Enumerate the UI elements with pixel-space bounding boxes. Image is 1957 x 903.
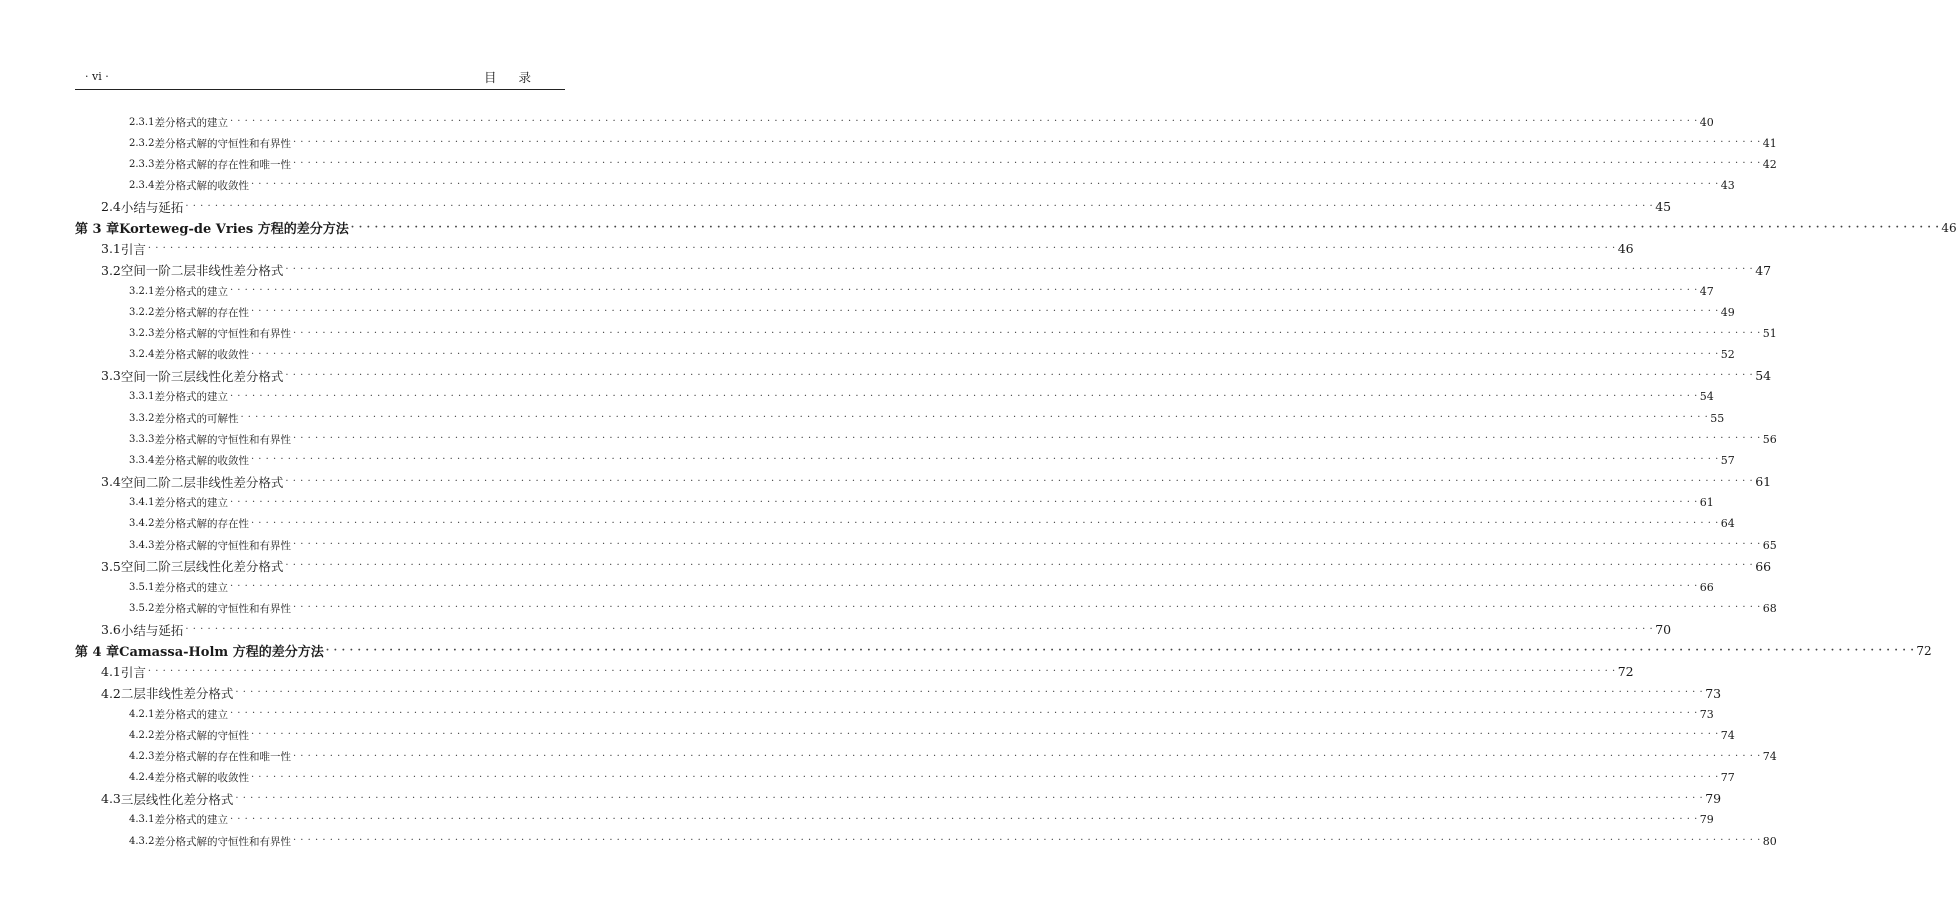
toc-entry-number: 3.2 [101, 262, 121, 278]
toc-entry-page: 61 [1699, 496, 1714, 510]
toc-entry-page: 66 [1755, 558, 1772, 574]
toc-leader-dots: · · · · · · · · · · · · · · · · · · · · · · · · · · · · · · · · · · · · · · · · · · · · · · · · · · · · · · · · · · · · · · · · · · · · · · · · · · · · · · · · · · · · · · · · · · · · · · · · · · · · · · · · · · · · · · · · · · · · · · · · · · · · · · · · · · · · · · · · · · · · · · · · · · · · · · · · · · · · · · · · · · · · · · · · · · · · · · · · · · · · · · · · · · · · · · · · · · · · · · · · [229, 813, 1698, 825]
toc-leader-dots: · · · · · · · · · · · · · · · · · · · · · · · · · · · · · · · · · · · · · · · · · · · · · · · · · · · · · · · · · · · · · · · · · · · · · · · · · · · · · · · · · · · · · · · · · · · · · · · · · · · · · · · · · · · · · · · · · · · · · · · · · · · · · · · · · · · · · · · · · · · · · · · · · · · · · · · · · · · · · · · · · · · · · · · · · · · · · · · · · · · · · · · · · · · · · · · · · · · · · · · · [229, 390, 1698, 402]
toc-leader-dots: · · · · · · · · · · · · · · · · · · · · · · · · · · · · · · · · · · · · · · · · · · · · · · · · · · · · · · · · · · · · · · · · · · · · · · · · · · · · · · · · · · · · · · · · · · · · · · · · · · · · · · · · · · · · · · · · · · · · · · · · · · · · · · · · · · · · · · · · · · · · · · · · · · · · · · · · · · · · · · · · · · · · · · · · · · · · · · · · · · · · · · · · · · · · · · · · · · · · · · · · [250, 729, 1719, 741]
toc-entry-page: 40 [1699, 115, 1714, 129]
toc-entry-number: 3.5.2 [129, 602, 155, 614]
toc-entry[interactable] [0, 747, 1777, 767]
toc-leader-dots: · · · · · · · · · · · · · · · · · · · · · · · · · · · · · · · · · · · · · · · · · · · · · · · · · · · · · · · · · · · · · · · · · · · · · · · · · · · · · · · · · · · · · · · · · · · · · · · · · · · · · · · · · · · · · · · · · · · · · · · · · · · · · · · · · · · · · · · · · · · · · · · · · · · · · · · · · · · · · · · · · · · · · · · · · · · · · · · · · · · · · · · · · · · · · · · · · · · · · · · · [147, 665, 1616, 677]
toc-leader-dots: · · · · · · · · · · · · · · · · · · · · · · · · · · · · · · · · · · · · · · · · · · · · · · · · · · · · · · · · · · · · · · · · · · · · · · · · · · · · · · · · · · · · · · · · · · · · · · · · · · · · · · · · · · · · · · · · · · · · · · · · · · · · · · · · · · · · · · · · · · · · · · · · · · · · · · · · · · · · · · · · · · · · · · · · · · · · · · · · · · · · · · · · · · · · · · · · · · · · · · · · [350, 221, 1940, 233]
toc-entry-number: 3.3.3 [129, 433, 155, 445]
toc-entry-title: 空间一阶二层非线性差分格式 [120, 263, 284, 279]
toc-leader-dots: · · · · · · · · · · · · · · · · · · · · · · · · · · · · · · · · · · · · · · · · · · · · · · · · · · · · · · · · · · · · · · · · · · · · · · · · · · · · · · · · · · · · · · · · · · · · · · · · · · · · · · · · · · · · · · · · · · · · · · · · · · · · · · · · · · · · · · · · · · · · · · · · · · · · · · · · · · · · · · · · · · · · · · · · · · · · · · · · · · · · · · · · · · · · · · · · · · · · · · · · [292, 835, 1761, 847]
toc-entry-number: 4.2.1 [129, 708, 155, 720]
toc-entry-page: 72 [1617, 664, 1634, 680]
toc-entry-page: 65 [1762, 538, 1777, 552]
toc-entry-page: 45 [1655, 199, 1672, 215]
toc-entry[interactable] [0, 387, 1714, 407]
toc-entry[interactable] [0, 810, 1714, 830]
toc-entry[interactable] [0, 112, 1714, 132]
toc-entry-title: 差分格式解的守恒性和有界性 [154, 433, 291, 446]
toc-entry-title: 差分格式解的守恒性和有界性 [154, 602, 291, 615]
toc-entry-page: 66 [1699, 580, 1714, 594]
page-header [75, 68, 565, 88]
toc-entry-title: 差分格式解的存在性 [154, 306, 249, 319]
toc-entry-page: 73 [1699, 707, 1714, 721]
toc-entry[interactable] [0, 641, 1932, 661]
toc-entry-page: 43 [1720, 178, 1735, 192]
toc-entry-number: 3.3 [101, 368, 121, 384]
toc-entry-title: 差分格式解的守恒性和有界性 [154, 835, 291, 848]
toc-entry-number: 第 4 章 [75, 645, 120, 661]
toc-entry[interactable] [0, 450, 1735, 470]
toc-entry-number: 3.2.3 [129, 328, 155, 339]
toc-entry[interactable] [0, 598, 1777, 618]
toc-entry[interactable] [0, 218, 1957, 238]
toc-entry-number: 4.3 [101, 791, 121, 807]
toc-leader-dots: · · · · · · · · · · · · · · · · · · · · · · · · · · · · · · · · · · · · · · · · · · · · · · · · · · · · · · · · · · · · · · · · · · · · · · · · · · · · · · · · · · · · · · · · · · · · · · · · · · · · · · · · · · · · · · · · · · · · · · · · · · · · · · · · · · · · · · · · · · · · · · · · · · · · · · · · · · · · · · · · · · · · · · · · · · · · · · · · · · · · · · · · · · · · · · · · · · · · · · · · [325, 644, 1915, 656]
toc-entry[interactable] [0, 831, 1777, 851]
toc-entry[interactable] [0, 683, 1722, 703]
toc-entry-number: 4.2.3 [129, 751, 155, 762]
toc-entry[interactable] [0, 556, 1772, 576]
toc-entry-number: 2.3.1 [129, 116, 155, 128]
toc-entry-title: Camassa-Holm 方程的差分方法 [119, 645, 324, 661]
toc-entry-number: 3.4 [101, 474, 121, 490]
toc-entry-title: 差分格式的建立 [154, 116, 228, 129]
toc-leader-dots: · · · · · · · · · · · · · · · · · · · · · · · · · · · · · · · · · · · · · · · · · · · · · · · · · · · · · · · · · · · · · · · · · · · · · · · · · · · · · · · · · · · · · · · · · · · · · · · · · · · · · · · · · · · · · · · · · · · · · · · · · · · · · · · · · · · · · · · · · · · · · · · · · · · · · · · · · · · · · · · · · · · · · · · · · · · · · · · · · · · · · · · · · · · · · · · · · · · · · · · · [229, 708, 1698, 720]
toc-entry-page: 46 [1617, 241, 1634, 257]
toc-leader-dots: · · · · · · · · · · · · · · · · · · · · · · · · · · · · · · · · · · · · · · · · · · · · · · · · · · · · · · · · · · · · · · · · · · · · · · · · · · · · · · · · · · · · · · · · · · · · · · · · · · · · · · · · · · · · · · · · · · · · · · · · · · · · · · · · · · · · · · · · · · · · · · · · · · · · · · · · · · · · · · · · · · · · · · · · · · · · · · · · · · · · · · · · · · · · · · · · · · · · · · · · [235, 687, 1704, 699]
page-number: · vi · [85, 70, 109, 83]
toc-leader-dots: · · · · · · · · · · · · · · · · · · · · · · · · · · · · · · · · · · · · · · · · · · · · · · · · · · · · · · · · · · · · · · · · · · · · · · · · · · · · · · · · · · · · · · · · · · · · · · · · · · · · · · · · · · · · · · · · · · · · · · · · · · · · · · · · · · · · · · · · · · · · · · · · · · · · · · · · · · · · · · · · · · · · · · · · · · · · · · · · · · · · · · · · · · · · · · · · · · · · · · · · [250, 179, 1719, 191]
toc-entry-number: 3.3.2 [129, 412, 155, 424]
toc-entry[interactable] [0, 366, 1772, 386]
toc-leader-dots: · · · · · · · · · · · · · · · · · · · · · · · · · · · · · · · · · · · · · · · · · · · · · · · · · · · · · · · · · · · · · · · · · · · · · · · · · · · · · · · · · · · · · · · · · · · · · · · · · · · · · · · · · · · · · · · · · · · · · · · · · · · · · · · · · · · · · · · · · · · · · · · · · · · · · · · · · · · · · · · · · · · · · · · · · · · · · · · · · · · · · · · · · · · · · · · · · · · · · · · · [292, 602, 1761, 614]
toc-entry-page: 61 [1755, 474, 1772, 490]
toc-entry-number: 4.2 [101, 685, 121, 701]
toc-entry-number: 2.4 [101, 199, 121, 215]
toc-entry-page: 79 [1705, 791, 1722, 807]
toc-entry-title: Korteweg-de Vries 方程的差分方法 [119, 222, 349, 238]
toc-entry-title: 差分格式解的收敛性 [154, 454, 249, 467]
toc-entry-page: 54 [1755, 368, 1772, 384]
toc-entry-number: 3.4.3 [129, 539, 155, 551]
toc-entry-title: 差分格式解的收敛性 [154, 772, 249, 785]
toc-entry-page: 54 [1699, 390, 1714, 404]
toc-entry-page: 52 [1720, 348, 1735, 362]
toc-entry-page: 56 [1762, 432, 1777, 446]
toc-leader-dots: · · · · · · · · · · · · · · · · · · · · · · · · · · · · · · · · · · · · · · · · · · · · · · · · · · · · · · · · · · · · · · · · · · · · · · · · · · · · · · · · · · · · · · · · · · · · · · · · · · · · · · · · · · · · · · · · · · · · · · · · · · · · · · · · · · · · · · · · · · · · · · · · · · · · · · · · · · · · · · · · · · · · · · · · · · · · · · · · · · · · · · · · · · · · · · · · · · · · · · · · [235, 792, 1704, 804]
toc-entry-title: 小结与延拓 [120, 199, 184, 215]
toc-entry-page: 77 [1720, 771, 1735, 785]
toc-entry-page: 73 [1705, 685, 1722, 701]
toc-entry-page: 80 [1762, 834, 1777, 848]
toc-leader-dots: · · · · · · · · · · · · · · · · · · · · · · · · · · · · · · · · · · · · · · · · · · · · · · · · · · · · · · · · · · · · · · · · · · · · · · · · · · · · · · · · · · · · · · · · · · · · · · · · · · · · · · · · · · · · · · · · · · · · · · · · · · · · · · · · · · · · · · · · · · · · · · · · · · · · · · · · · · · · · · · · · · · · · · · · · · · · · · · · · · · · · · · · · · · · · · · · · · · · · · · · [229, 496, 1698, 508]
toc-entry[interactable] [0, 535, 1777, 555]
toc-leader-dots: · · · · · · · · · · · · · · · · · · · · · · · · · · · · · · · · · · · · · · · · · · · · · · · · · · · · · · · · · · · · · · · · · · · · · · · · · · · · · · · · · · · · · · · · · · · · · · · · · · · · · · · · · · · · · · · · · · · · · · · · · · · · · · · · · · · · · · · · · · · · · · · · · · · · · · · · · · · · · · · · · · · · · · · · · · · · · · · · · · · · · · · · · · · · · · · · · · · · · · · · [285, 264, 1754, 276]
toc-entry[interactable] [0, 620, 1672, 640]
toc-entry-page: 57 [1720, 453, 1735, 467]
toc-leader-dots: · · · · · · · · · · · · · · · · · · · · · · · · · · · · · · · · · · · · · · · · · · · · · · · · · · · · · · · · · · · · · · · · · · · · · · · · · · · · · · · · · · · · · · · · · · · · · · · · · · · · · · · · · · · · · · · · · · · · · · · · · · · · · · · · · · · · · · · · · · · · · · · · · · · · · · · · · · · · · · · · · · · · · · · · · · · · · · · · · · · · · · · · · · · · · · · · · · · · · · · · [229, 116, 1698, 127]
toc-entry-page: 49 [1720, 305, 1735, 319]
toc-entry-page: 74 [1720, 728, 1735, 742]
toc-entry-page: 51 [1762, 327, 1777, 340]
toc-entry-page: 74 [1762, 750, 1777, 763]
toc-entry-number: 3.6 [101, 622, 121, 638]
running-title: 目录 [483, 70, 553, 85]
toc-entry-page: 47 [1755, 262, 1772, 278]
toc-entry-page: 64 [1720, 517, 1735, 531]
toc-entry-title: 二层非线性差分格式 [120, 686, 234, 702]
toc-entry-number: 4.1 [101, 664, 121, 680]
toc-entry[interactable] [0, 175, 1735, 195]
toc-leader-dots: · · · · · · · · · · · · · · · · · · · · · · · · · · · · · · · · · · · · · · · · · · · · · · · · · · · · · · · · · · · · · · · · · · · · · · · · · · · · · · · · · · · · · · · · · · · · · · · · · · · · · · · · · · · · · · · · · · · · · · · · · · · · · · · · · · · · · · · · · · · · · · · · · · · · · · · · · · · · · · · · · · · · · · · · · · · · · · · · · · · · · · · · · · · · · · · · · · · · · · · · [250, 517, 1719, 529]
toc-entry-number: 3.4.2 [129, 518, 155, 530]
toc-entry-page: 55 [1710, 411, 1725, 425]
toc-leader-dots: · · · · · · · · · · · · · · · · · · · · · · · · · · · · · · · · · · · · · · · · · · · · · · · · · · · · · · · · · · · · · · · · · · · · · · · · · · · · · · · · · · · · · · · · · · · · · · · · · · · · · · · · · · · · · · · · · · · · · · · · · · · · · · · · · · · · · · · · · · · · · · · · · · · · · · · · · · · · · · · · · · · · · · · · · · · · · · · · · · · · · · · · · · · · · · · · · · · · · · · · [229, 285, 1698, 297]
toc-entry-number: 3.5 [101, 558, 121, 574]
toc-leader-dots: · · · · · · · · · · · · · · · · · · · · · · · · · · · · · · · · · · · · · · · · · · · · · · · · · · · · · · · · · · · · · · · · · · · · · · · · · · · · · · · · · · · · · · · · · · · · · · · · · · · · · · · · · · · · · · · · · · · · · · · · · · · · · · · · · · · · · · · · · · · · · · · · · · · · · · · · · · · · · · · · · · · · · · · · · · · · · · · · · · · · · · · · · · · · · · · · · · · · · · · · [250, 348, 1719, 360]
toc-leader-dots: · · · · · · · · · · · · · · · · · · · · · · · · · · · · · · · · · · · · · · · · · · · · · · · · · · · · · · · · · · · · · · · · · · · · · · · · · · · · · · · · · · · · · · · · · · · · · · · · · · · · · · · · · · · · · · · · · · · · · · · · · · · · · · · · · · · · · · · · · · · · · · · · · · · · · · · · · · · · · · · · · · · · · · · · · · · · · · · · · · · · · · · · · · · · · · · · · · · · · · · · [292, 539, 1761, 550]
toc-entry[interactable] [0, 260, 1772, 280]
toc-entry-title: 引言 [120, 241, 146, 257]
toc-entry-title: 差分格式的建立 [154, 497, 228, 510]
toc-entry-number: 2.3.4 [129, 179, 155, 191]
toc-leader-dots: · · · · · · · · · · · · · · · · · · · · · · · · · · · · · · · · · · · · · · · · · · · · · · · · · · · · · · · · · · · · · · · · · · · · · · · · · · · · · · · · · · · · · · · · · · · · · · · · · · · · · · · · · · · · · · · · · · · · · · · · · · · · · · · · · · · · · · · · · · · · · · · · · · · · · · · · · · · · · · · · · · · · · · · · · · · · · · · · · · · · · · · · · · · · · · · · · · · · · · · · [147, 242, 1616, 254]
toc-entry[interactable] [0, 725, 1735, 745]
toc-entry-number: 4.3.1 [129, 814, 155, 826]
toc-entry-number: 3.5.1 [129, 581, 155, 593]
toc-leader-dots: · · · · · · · · · · · · · · · · · · · · · · · · · · · · · · · · · · · · · · · · · · · · · · · · · · · · · · · · · · · · · · · · · · · · · · · · · · · · · · · · · · · · · · · · · · · · · · · · · · · · · · · · · · · · · · · · · · · · · · · · · · · · · · · · · · · · · · · · · · · · · · · · · · · · · · · · · · · · · · · · · · · · · · · · · · · · · · · · · · · · · · · · · · · · · · · · · · · · · · · · [285, 369, 1754, 381]
toc-leader-dots: · · · · · · · · · · · · · · · · · · · · · · · · · · · · · · · · · · · · · · · · · · · · · · · · · · · · · · · · · · · · · · · · · · · · · · · · · · · · · · · · · · · · · · · · · · · · · · · · · · · · · · · · · · · · · · · · · · · · · · · · · · · · · · · · · · · · · · · · · · · · · · · · · · · · · · · · · · · · · · · · · · · · · · · · · · · · · · · · · · · · · · · · · · · · · · · · · · · · · · · · [250, 771, 1719, 783]
toc-entry-title: 差分格式解的收敛性 [154, 349, 249, 362]
toc-entry[interactable] [0, 281, 1714, 301]
toc-entry-title: 差分格式的建立 [154, 708, 228, 721]
toc-entry[interactable] [0, 493, 1714, 513]
toc-leader-dots: · · · · · · · · · · · · · · · · · · · · · · · · · · · · · · · · · · · · · · · · · · · · · · · · · · · · · · · · · · · · · · · · · · · · · · · · · · · · · · · · · · · · · · · · · · · · · · · · · · · · · · · · · · · · · · · · · · · · · · · · · · · · · · · · · · · · · · · · · · · · · · · · · · · · · · · · · · · · · · · · · · · · · · · · · · · · · · · · · · · · · · · · · · · · · · · · · · · · · · · · [250, 454, 1719, 466]
toc-entry-title: 空间一阶三层线性化差分格式 [120, 368, 284, 384]
toc-entry-page: 68 [1762, 601, 1777, 615]
toc-entry-number: 3.2.4 [129, 349, 155, 361]
toc-entry-title: 差分格式解的守恒性 [154, 729, 249, 742]
toc-entry[interactable] [0, 472, 1772, 492]
toc-entry-page: 47 [1699, 284, 1714, 298]
toc-entry[interactable] [0, 154, 1777, 174]
toc-leader-dots: · · · · · · · · · · · · · · · · · · · · · · · · · · · · · · · · · · · · · · · · · · · · · · · · · · · · · · · · · · · · · · · · · · · · · · · · · · · · · · · · · · · · · · · · · · · · · · · · · · · · · · · · · · · · · · · · · · · · · · · · · · · · · · · · · · · · · · · · · · · · · · · · · · · · · · · · · · · · · · · · · · · · · · · · · · · · · · · · · · · · · · · · · · · · · · · · · · · · · · · · [185, 200, 1654, 212]
toc-leader-dots: · · · · · · · · · · · · · · · · · · · · · · · · · · · · · · · · · · · · · · · · · · · · · · · · · · · · · · · · · · · · · · · · · · · · · · · · · · · · · · · · · · · · · · · · · · · · · · · · · · · · · · · · · · · · · · · · · · · · · · · · · · · · · · · · · · · · · · · · · · · · · · · · · · · · · · · · · · · · · · · · · · · · · · · · · · · · · · · · · · · · · · · · · · · · · · · · · · · · · · · · [292, 327, 1761, 339]
toc-entry-number: 3.2.1 [129, 285, 155, 297]
toc-entry-title: 差分格式解的存在性和唯一性 [154, 751, 291, 763]
toc-entry[interactable] [0, 514, 1735, 534]
toc-entry-number: 3.2.2 [129, 306, 155, 318]
toc-entry-title: 差分格式的建立 [154, 814, 228, 827]
toc-leader-dots: · · · · · · · · · · · · · · · · · · · · · · · · · · · · · · · · · · · · · · · · · · · · · · · · · · · · · · · · · · · · · · · · · · · · · · · · · · · · · · · · · · · · · · · · · · · · · · · · · · · · · · · · · · · · · · · · · · · · · · · · · · · · · · · · · · · · · · · · · · · · · · · · · · · · · · · · · · · · · · · · · · · · · · · · · · · · · · · · · · · · · · · · · · · · · · · · · · · · · · · · [292, 433, 1761, 445]
header-rule [75, 89, 565, 90]
toc-entry-page: 46 [1941, 220, 1957, 235]
toc-entry-title: 差分格式解的收敛性 [154, 179, 249, 192]
toc-entry-number: 4.2.2 [129, 729, 155, 741]
toc-entry-number: 3.3.1 [129, 391, 155, 403]
toc-entry[interactable] [0, 768, 1735, 788]
toc-entry-title: 差分格式的建立 [154, 285, 228, 298]
toc-entry-number: 2.3.3 [129, 158, 155, 170]
toc-leader-dots: · · · · · · · · · · · · · · · · · · · · · · · · · · · · · · · · · · · · · · · · · · · · · · · · · · · · · · · · · · · · · · · · · · · · · · · · · · · · · · · · · · · · · · · · · · · · · · · · · · · · · · · · · · · · · · · · · · · · · · · · · · · · · · · · · · · · · · · · · · · · · · · · · · · · · · · · · · · · · · · · · · · · · · · · · · · · · · · · · · · · · · · · · · · · · · · · · · · · · · · · [292, 750, 1761, 762]
toc-entry[interactable] [0, 704, 1714, 724]
toc-entry-title: 三层线性化差分格式 [120, 791, 234, 807]
toc-entry[interactable] [0, 789, 1722, 809]
toc-entry-title: 差分格式的建立 [154, 581, 228, 594]
toc-leader-dots: · · · · · · · · · · · · · · · · · · · · · · · · · · · · · · · · · · · · · · · · · · · · · · · · · · · · · · · · · · · · · · · · · · · · · · · · · · · · · · · · · · · · · · · · · · · · · · · · · · · · · · · · · · · · · · · · · · · · · · · · · · · · · · · · · · · · · · · · · · · · · · · · · · · · · · · · · · · · · · · · · · · · · · · · · · · · · · · · · · · · · · · · · · · · · · · · · · · · · · · · [285, 475, 1754, 487]
toc-entry-title: 差分格式的可解性 [154, 412, 239, 425]
toc-entry-title: 小结与延拓 [120, 622, 184, 638]
toc-leader-dots: · · · · · · · · · · · · · · · · · · · · · · · · · · · · · · · · · · · · · · · · · · · · · · · · · · · · · · · · · · · · · · · · · · · · · · · · · · · · · · · · · · · · · · · · · · · · · · · · · · · · · · · · · · · · · · · · · · · · · · · · · · · · · · · · · · · · · · · · · · · · · · · · · · · · · · · · · · · · · · · · · · · · · · · · · · · · · · · · · · · · · · · · · · · · · · · · · · · · · · · · [292, 137, 1761, 149]
toc-entry[interactable] [0, 324, 1777, 344]
toc-entry-page: 42 [1762, 157, 1777, 171]
toc-entry-page: 72 [1916, 643, 1932, 658]
toc-entry-number: 3.4.1 [129, 497, 155, 509]
toc-entry[interactable] [0, 302, 1735, 322]
toc-entry[interactable] [0, 133, 1777, 153]
toc-entry-page: 79 [1699, 813, 1714, 827]
toc-entry-title: 差分格式解的守恒性和有界性 [154, 539, 291, 552]
toc-entry-number: 3.1 [101, 241, 121, 257]
toc-entry-title: 差分格式解的存在性和唯一性 [154, 158, 291, 171]
toc-entry[interactable] [0, 345, 1735, 365]
toc-entry-number: 4.3.2 [129, 835, 155, 847]
toc-entry[interactable] [0, 239, 1634, 259]
toc-entry-number: 第 3 章 [75, 222, 120, 238]
toc-entry[interactable] [0, 662, 1634, 682]
toc-entry-title: 差分格式解的存在性 [154, 518, 249, 531]
toc-entry-page: 41 [1762, 136, 1777, 150]
toc-entry-number: 4.2.4 [129, 772, 155, 784]
toc-entry[interactable] [0, 577, 1714, 597]
toc-leader-dots: · · · · · · · · · · · · · · · · · · · · · · · · · · · · · · · · · · · · · · · · · · · · · · · · · · · · · · · · · · · · · · · · · · · · · · · · · · · · · · · · · · · · · · · · · · · · · · · · · · · · · · · · · · · · · · · · · · · · · · · · · · · · · · · · · · · · · · · · · · · · · · · · · · · · · · · · · · · · · · · · · · · · · · · · · · · · · · · · · · · · · · · · · · · · · · · · · · · · · · · · [240, 412, 1709, 424]
toc-entry[interactable] [0, 429, 1777, 449]
toc-leader-dots: · · · · · · · · · · · · · · · · · · · · · · · · · · · · · · · · · · · · · · · · · · · · · · · · · · · · · · · · · · · · · · · · · · · · · · · · · · · · · · · · · · · · · · · · · · · · · · · · · · · · · · · · · · · · · · · · · · · · · · · · · · · · · · · · · · · · · · · · · · · · · · · · · · · · · · · · · · · · · · · · · · · · · · · · · · · · · · · · · · · · · · · · · · · · · · · · · · · · · · · · [285, 560, 1754, 572]
toc-entry-number: 2.3.2 [129, 137, 155, 149]
toc-leader-dots: · · · · · · · · · · · · · · · · · · · · · · · · · · · · · · · · · · · · · · · · · · · · · · · · · · · · · · · · · · · · · · · · · · · · · · · · · · · · · · · · · · · · · · · · · · · · · · · · · · · · · · · · · · · · · · · · · · · · · · · · · · · · · · · · · · · · · · · · · · · · · · · · · · · · · · · · · · · · · · · · · · · · · · · · · · · · · · · · · · · · · · · · · · · · · · · · · · · · · · · · [185, 623, 1654, 635]
toc-entry-title: 差分格式解的守恒性和有界性 [154, 328, 291, 340]
toc-entry[interactable] [0, 408, 1725, 428]
toc-leader-dots: · · · · · · · · · · · · · · · · · · · · · · · · · · · · · · · · · · · · · · · · · · · · · · · · · · · · · · · · · · · · · · · · · · · · · · · · · · · · · · · · · · · · · · · · · · · · · · · · · · · · · · · · · · · · · · · · · · · · · · · · · · · · · · · · · · · · · · · · · · · · · · · · · · · · · · · · · · · · · · · · · · · · · · · · · · · · · · · · · · · · · · · · · · · · · · · · · · · · · · · · [292, 158, 1761, 170]
toc-entry[interactable] [0, 197, 1672, 217]
toc-entry-page: 70 [1655, 622, 1672, 638]
toc-leader-dots: · · · · · · · · · · · · · · · · · · · · · · · · · · · · · · · · · · · · · · · · · · · · · · · · · · · · · · · · · · · · · · · · · · · · · · · · · · · · · · · · · · · · · · · · · · · · · · · · · · · · · · · · · · · · · · · · · · · · · · · · · · · · · · · · · · · · · · · · · · · · · · · · · · · · · · · · · · · · · · · · · · · · · · · · · · · · · · · · · · · · · · · · · · · · · · · · · · · · · · · · [229, 581, 1698, 593]
toc-entry-title: 引言 [120, 664, 146, 680]
toc-leader-dots: · · · · · · · · · · · · · · · · · · · · · · · · · · · · · · · · · · · · · · · · · · · · · · · · · · · · · · · · · · · · · · · · · · · · · · · · · · · · · · · · · · · · · · · · · · · · · · · · · · · · · · · · · · · · · · · · · · · · · · · · · · · · · · · · · · · · · · · · · · · · · · · · · · · · · · · · · · · · · · · · · · · · · · · · · · · · · · · · · · · · · · · · · · · · · · · · · · · · · · · · [250, 306, 1719, 318]
toc-entry-title: 空间二阶二层非线性差分格式 [120, 474, 284, 490]
toc-entry-title: 空间二阶三层线性化差分格式 [120, 559, 284, 575]
toc-entry-title: 差分格式解的守恒性和有界性 [154, 137, 291, 150]
toc-entry-number: 3.3.4 [129, 454, 155, 466]
toc-entry-title: 差分格式的建立 [154, 391, 228, 404]
